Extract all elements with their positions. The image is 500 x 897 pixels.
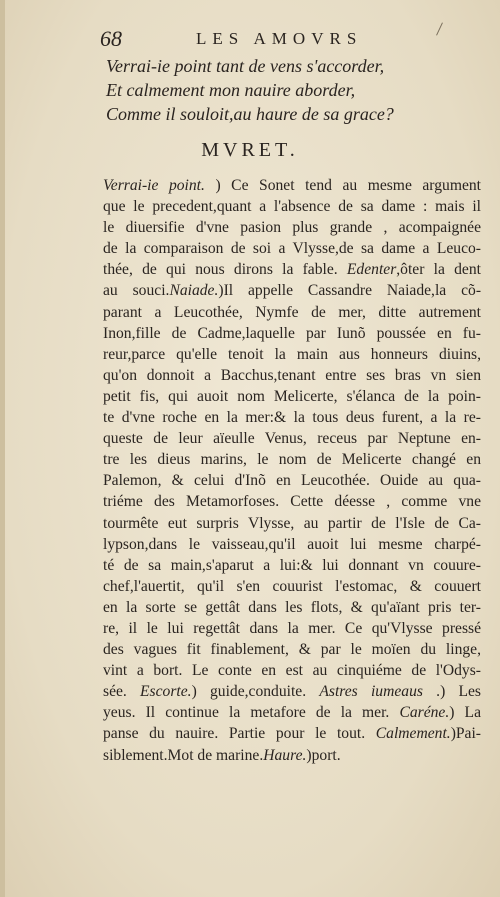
commentary-line	[103, 745, 481, 766]
commentary-text: sée.	[103, 683, 141, 701]
commentary-text: chef,l'auertit, qu'il s'en couurist l'estomac, & couuert	[103, 577, 481, 595]
commentary-title: MVRET.	[201, 139, 299, 161]
verse-line: Et calmement mon nauire aborder,	[106, 80, 356, 100]
commentary-text: .) Les	[422, 683, 481, 701]
verse-line: Verrai-ie point tant de vens s'accorder,	[106, 56, 385, 76]
commentary-line	[103, 238, 481, 259]
commentary-text: qu'on donnoit a Bacchus,tenant entre ses bras vn sien	[103, 366, 481, 384]
commentary-line	[103, 723, 481, 744]
lemma-text: Caréne.	[399, 704, 450, 722]
commentary-line	[103, 280, 481, 301]
commentary-text: )port.	[306, 746, 341, 764]
commentary-line	[103, 323, 481, 344]
commentary-line	[103, 513, 481, 534]
commentary-line	[103, 555, 481, 576]
commentary-text: té de sa main,s'aparut a lui:& lui donnant vn couure-	[103, 556, 481, 574]
commentary-line	[103, 428, 481, 449]
commentary-text: )Pai-	[450, 725, 481, 743]
commentary-line	[103, 534, 481, 555]
commentary-text: le diuersifie d'vne pasion plus grande , acompaignée	[103, 219, 481, 237]
commentary-text: lypson,dans le vaisseau,qu'il auoit lui mesme charpé-	[103, 535, 481, 553]
commentary-text: petit fis, qui auoit nom Melicerte, s'élanca de la poin-	[103, 387, 481, 405]
commentary-text: ) guide,conduite.	[191, 683, 320, 701]
commentary-text: parant a Leucothée, Nymfe de mer, ditte autrement	[103, 303, 481, 321]
lemma-text: Edenter	[346, 261, 397, 279]
commentary-line	[103, 470, 481, 491]
commentary-text: tre les dieus marins, le nom de Melicerte changé en	[103, 451, 481, 469]
commentary-line	[103, 386, 481, 407]
commentary-text: Palemon, & celui d'Inõ en Leucothée. Ouide au qua-	[103, 472, 481, 490]
commentary-line	[103, 449, 481, 470]
commentary-text: queste de leur aïeulle Venus, receus par Neptune en-	[103, 430, 481, 448]
commentary-line	[103, 365, 481, 386]
commentary-line	[103, 639, 481, 660]
commentary-text: re, il le lui regettât dans la mer. Ce qu'Vlysse pressé	[103, 619, 481, 637]
commentary-text: yeus. Il continue la metafore de la mer.	[103, 704, 400, 722]
commentary-text: )Il appelle Cassandre Naiade,la cõ-	[218, 282, 482, 300]
commentary-line	[103, 407, 481, 428]
commentary-line	[103, 681, 481, 702]
commentary-body	[103, 175, 481, 766]
commentary-text: vint a bort. Le conte en est au cinquiéme de l'Odys-	[103, 662, 481, 680]
lemma-text: Escorte.	[140, 683, 192, 701]
lemma-text: Haure.	[263, 746, 307, 764]
commentary-line	[103, 196, 481, 217]
commentary-text: en la sorte se gettât dans les flots, & qu'aïant pris ter-	[103, 598, 481, 616]
commentary-line	[103, 618, 481, 639]
commentary-text: tourmête eut surpris Vlysse, au partir de l'Isle de Ca-	[103, 514, 481, 532]
commentary-line	[103, 576, 481, 597]
commentary-line	[103, 491, 481, 512]
commentary-text: ,ôter la dent	[396, 261, 481, 279]
commentary-line	[103, 259, 481, 280]
running-title: LES AMOVRS	[196, 29, 363, 48]
commentary-text: au souci.	[103, 282, 170, 300]
commentary-text: thée, de qui nous dirons la fable.	[103, 261, 347, 279]
page-number: 68	[100, 26, 122, 51]
commentary-text: siblement.Mot de marine.	[103, 746, 264, 764]
lemma-text: Calmement.	[375, 725, 451, 743]
commentary-line	[103, 175, 481, 196]
commentary-line	[103, 597, 481, 618]
commentary-text: des vagues fit finablement, & par le moïen du linge,	[103, 641, 481, 659]
commentary-text: Inon,fille de Cadme,laquelle par Iunõ poussée en fu-	[103, 324, 481, 342]
lemma-text: Verrai-ie point.	[103, 177, 216, 194]
commentary-line	[103, 302, 481, 323]
commentary-text: ) Ce Sonet tend au mesme argument	[215, 177, 481, 194]
commentary-line	[103, 344, 481, 365]
commentary-text: de la comparaison de soi a Vlysse,de sa dame a Leuco-	[103, 240, 481, 258]
commentary-line	[103, 660, 481, 681]
lemma-text: Astres iumeaus	[319, 683, 423, 701]
commentary-text: que le precedent,quant a l'absence de sa dame : mais il	[103, 198, 481, 216]
commentary-text: reur,parce qu'elle tenoit la main aus honneurs diuins,	[103, 345, 481, 363]
verse-line: Comme il souloit,au haure de sa grace?	[106, 104, 394, 124]
commentary-text: triéme des Metamorfoses. Cette déesse , comme vne	[103, 493, 481, 511]
commentary-text: te d'vne roche en la mer:& la tous deus furent, a la re-	[103, 409, 481, 427]
lemma-text: Naiade.	[169, 282, 219, 300]
commentary-text: ) La	[449, 704, 481, 722]
commentary-text: panse du nauire. Partie pour le tout.	[103, 725, 376, 743]
page-mark	[436, 22, 443, 35]
page-header	[100, 26, 430, 54]
commentary-line	[103, 702, 481, 723]
page-edge	[0, 0, 5, 897]
commentary-line	[103, 217, 481, 238]
